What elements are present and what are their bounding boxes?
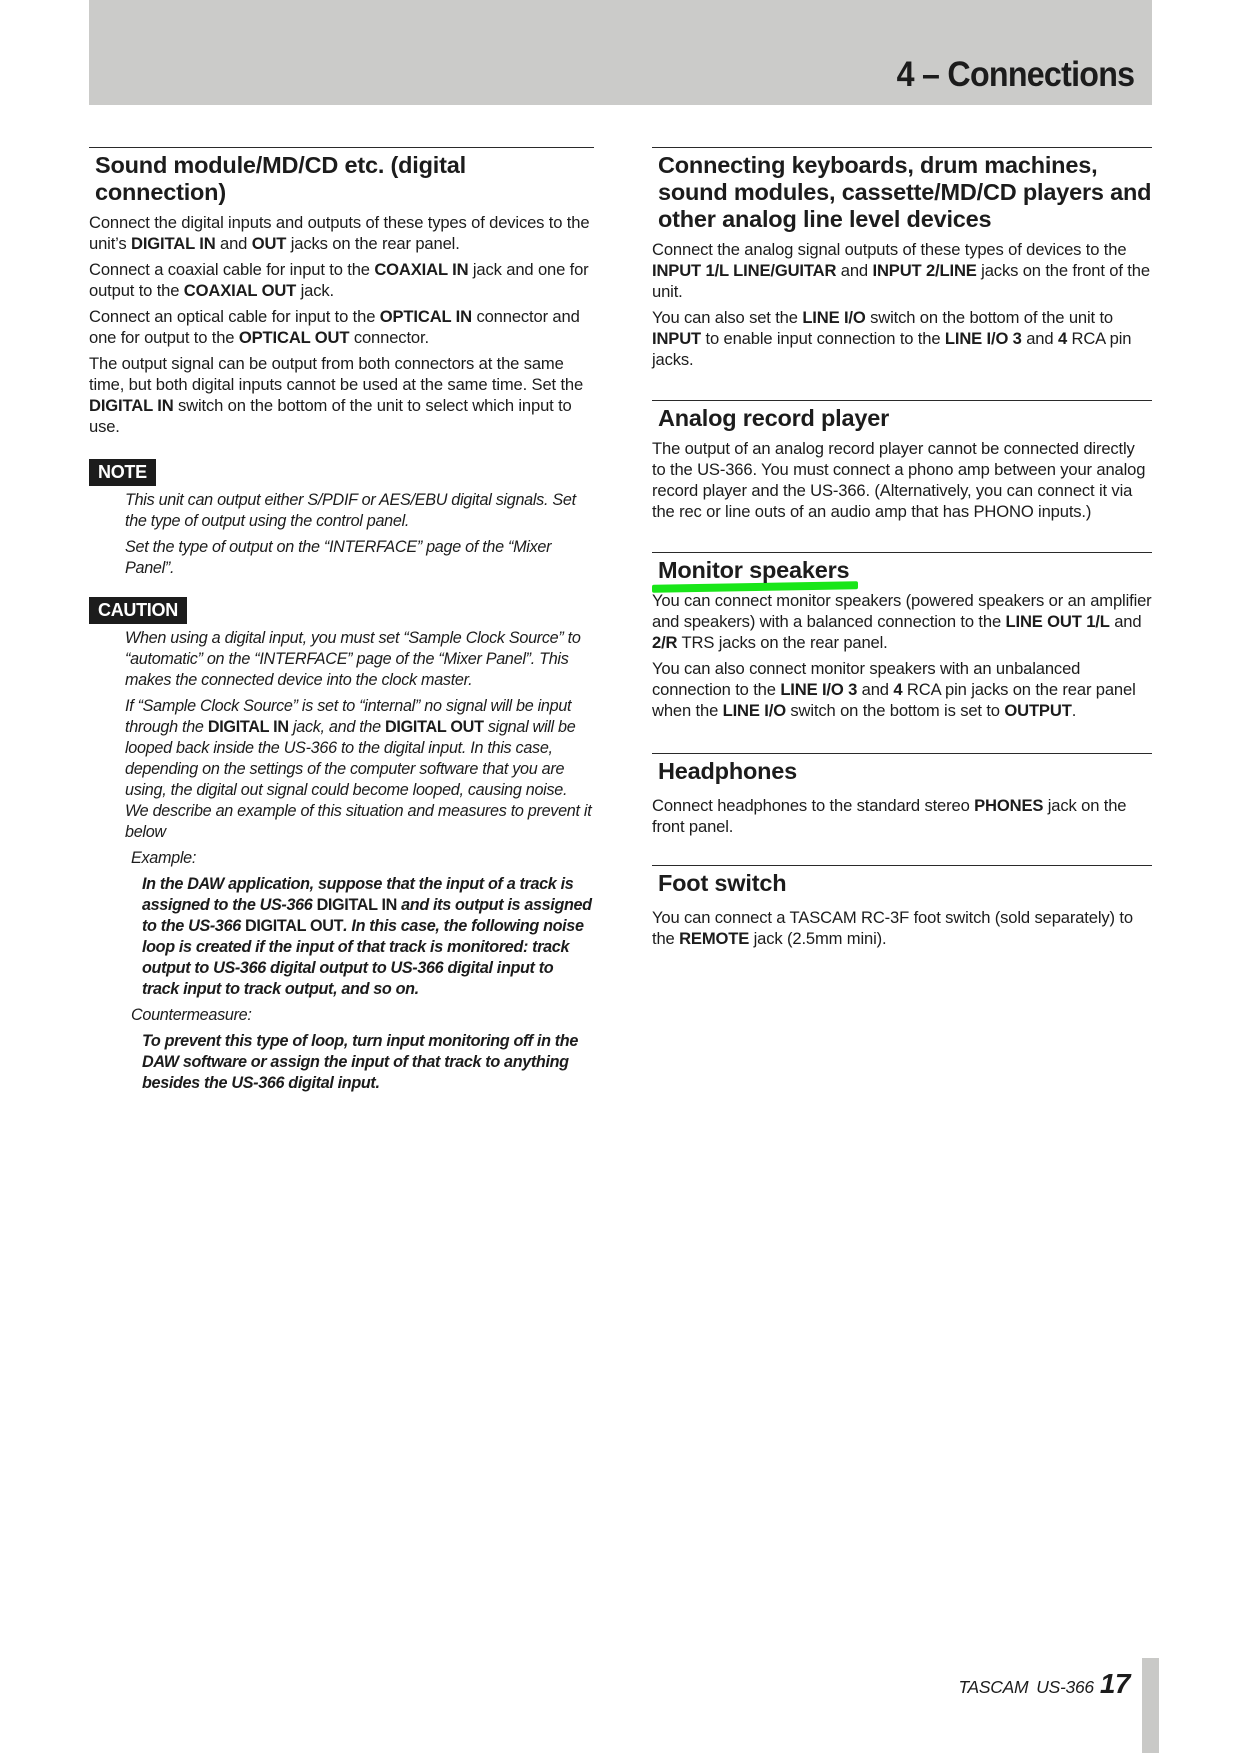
caution-badge: CAUTION [89, 597, 187, 624]
bold-term: INPUT 2/LINE [872, 261, 977, 280]
page-number: 17 [1099, 1668, 1130, 1699]
footer-brand: TASCAM [958, 1677, 1029, 1697]
section-title: Headphones [658, 758, 798, 784]
bold-term: INPUT [652, 329, 702, 348]
bold-term: 4 [893, 680, 903, 699]
bold-term: OUTPUT [1004, 701, 1072, 720]
note-badge: NOTE [89, 459, 156, 486]
bold-term: LINE I/O [722, 701, 786, 720]
paragraph: You can also connect monitor speakers with an unbalanced connection to the LINE I/O 3 and 4 RCA pin jacks on the rear panel when the LINE I/O switch on the bottom is set to OUTPUT. [652, 659, 1136, 720]
chapter-header-band [89, 0, 1152, 105]
section-title: Analog record player [658, 405, 890, 431]
section-title: Sound module/MD/CD etc. (digital connection) [95, 152, 466, 205]
section-analog-record-player [652, 400, 1152, 522]
example-text: In the DAW application, suppose that the input of a track is assigned to the US-366 DIGITAL IN and its output is assigned to the US-366 DIGITAL OUT. In this case, the following noise loop is created if the input of that track is monitored: track output to US-366 digital output to US-366 digital input to track input to track output, and so on. [142, 875, 592, 998]
caution-block [89, 597, 594, 1094]
bold-term: LINE I/O [802, 308, 866, 327]
note-block [89, 459, 594, 579]
section-monitor-speakers [652, 552, 1152, 721]
bold-term: 4 [1057, 329, 1068, 348]
paragraph: Connect a coaxial cable for input to the COAXIAL IN jack and one for output to the COAXIAL OUT jack. [89, 260, 589, 300]
footer-model: US-366 [1036, 1677, 1094, 1697]
section-title-text: Monitor speakers [658, 557, 850, 583]
section-title: Connecting keyboards, drum machines, sound modules, cassette/MD/CD players and other analog line level devices [658, 152, 1152, 232]
note-text: Set the type of output on the “INTERFACE” page of the “Mixer Panel”. [125, 538, 552, 577]
bold-term: LINE OUT 1/L [1005, 612, 1110, 631]
note-text: This unit can output either S/PDIF or AES/EBU digital signals. Set the type of output using the control panel. [125, 491, 576, 530]
bold-term: COAXIAL OUT [183, 281, 297, 300]
section-digital-connection [89, 147, 594, 437]
bold-term: DIGITAL IN [316, 896, 397, 914]
paragraph: You can connect a TASCAM RC-3F foot switch (sold separately) to the REMOTE jack (2.5mm mini). [652, 908, 1133, 948]
section-title-highlighted [652, 553, 849, 584]
paragraph: Connect headphones to the standard stereo PHONES jack on the front panel. [652, 796, 1127, 836]
bold-term: OUT [251, 234, 287, 253]
chapter-title: 4 – Connections [896, 55, 1134, 94]
caution-text: When using a digital input, you must set “Sample Clock Source” to “automatic” on the “INTERFACE” page of the “Mixer Panel”. This makes the connected device into the clock master. [125, 629, 581, 689]
page-edge-tab [1142, 1658, 1159, 1753]
caution-text: If “Sample Clock Source” is set to “internal” no signal will be input through the DIGITAL IN jack, and the DIGITAL OUT signal will be looped back inside the US-366 to the digital input. In this case, depending on the settings of the computer software that you are using, the digital out signal could become looped, causing noise. We describe an example of this situation and measures to prevent it below [125, 697, 592, 841]
paragraph: You can also set the LINE I/O switch on the bottom of the unit to INPUT to enable input connection to the LINE I/O 3 and 4 RCA pin jacks. [652, 308, 1132, 369]
bold-term: PHONES [974, 796, 1044, 815]
bold-term: INPUT 1/L LINE/GUITAR [652, 261, 837, 280]
section-foot-switch [652, 865, 1152, 949]
section-headphones [652, 753, 1152, 837]
section-analog-line-devices [652, 147, 1152, 370]
countermeasure-label: Countermeasure: [131, 1006, 252, 1024]
bold-term: COAXIAL IN [374, 260, 469, 279]
countermeasure-text: To prevent this type of loop, turn input monitoring off in the DAW software or assign the input of that track to anything besides the US-366 digital input. [142, 1032, 578, 1092]
bold-term: DIGITAL IN [89, 396, 174, 415]
example-label: Example: [131, 849, 197, 867]
paragraph: You can connect monitor speakers (powered speakers or an amplifier and speakers) with a balanced connection to the LINE OUT 1/L and 2/R TRS jacks on the rear panel. [652, 591, 1152, 652]
right-column [652, 147, 1152, 949]
paragraph: Connect the analog signal outputs of these types of devices to the INPUT 1/L LINE/GUITAR and INPUT 2/LINE jacks on the front of the unit. [652, 240, 1150, 301]
bold-term: LINE I/O 3 [780, 680, 858, 699]
bold-term: DIGITAL IN [207, 718, 289, 736]
bold-term: OPTICAL IN [379, 307, 472, 326]
bold-term: LINE I/O 3 [944, 329, 1022, 348]
page-footer [930, 1668, 1130, 1700]
bold-term: 2/R [652, 633, 678, 652]
bold-term: DIGITAL OUT [385, 718, 484, 736]
bold-term: REMOTE [679, 929, 750, 948]
paragraph: Connect the digital inputs and outputs of these types of devices to the unit’s DIGITAL IN and OUT jacks on the rear panel. [89, 213, 590, 253]
bold-term: OPTICAL OUT [238, 328, 350, 347]
bold-term: DIGITAL OUT [245, 917, 344, 935]
section-title: Foot switch [658, 870, 787, 896]
bold-term: DIGITAL IN [131, 234, 216, 253]
paragraph: Connect an optical cable for input to the OPTICAL IN connector and one for output to the OPTICAL OUT connector. [89, 307, 580, 347]
paragraph: The output of an analog record player cannot be connected directly to the US-366. You must connect a phono amp between your analog record player and the US-366. (Alternatively, you can connect it via the rec or line outs of an audio amp that has PHONO inputs.) [652, 439, 1146, 521]
left-column [89, 147, 594, 1094]
paragraph: The output signal can be output from both connectors at the same time, but both digital inputs cannot be used at the same time. Set the DIGITAL IN switch on the bottom of the unit to select which input to use. [89, 354, 584, 436]
